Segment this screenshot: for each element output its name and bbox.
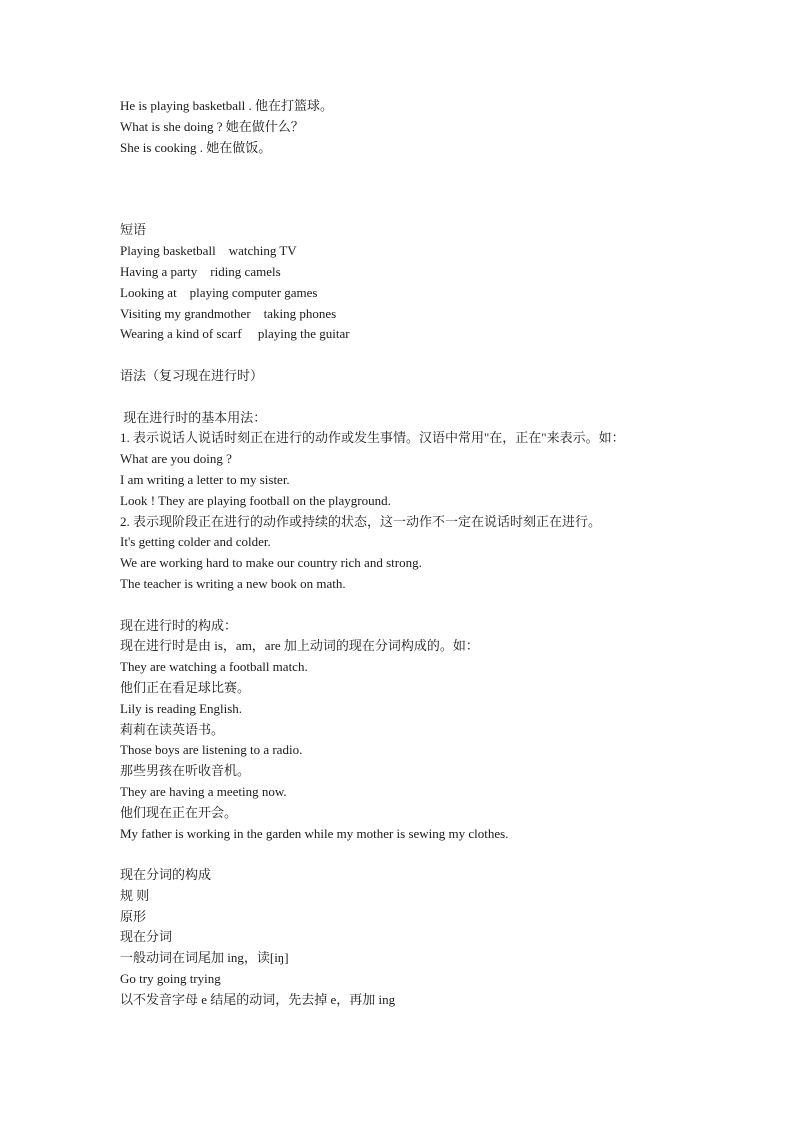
structure-line: They are having a meeting now.: [120, 783, 287, 799]
phrase-line: Visiting my grandmother taking phones: [120, 305, 337, 321]
participle-line: 现在分词: [120, 929, 173, 945]
phrases-section: [120, 220, 770, 345]
phrase-line: Looking at playing computer games: [120, 284, 318, 300]
grammar-line: We are working hard to make our country rich and strong.: [120, 555, 422, 571]
phrase-line: Wearing a kind of scarf playing the guitar: [120, 326, 350, 342]
section-heading: 语法（复习现在进行时）: [120, 367, 264, 383]
structure-line: 他们正在看足球比赛。: [120, 679, 251, 695]
phrase-line: Playing basketball watching TV: [120, 243, 297, 259]
spacer: [120, 345, 770, 366]
spacer: [120, 595, 770, 616]
grammar-line: The teacher is writing a new book on math.: [120, 575, 346, 591]
participle-line: 一般动词在词尾加 ing，读[iŋ]: [120, 950, 289, 966]
grammar-line: 1. 表示说话人说话时刻正在进行的动作或发生事情。汉语中常用"在，正在"来表示。如：: [120, 430, 625, 446]
spacer: [120, 387, 770, 408]
participle-line: Go try going trying: [120, 971, 221, 987]
grammar-section: [120, 366, 770, 595]
grammar-line: I am writing a letter to my sister.: [120, 471, 290, 487]
structure-line: 莉莉在读英语书。: [120, 721, 225, 737]
document-page: [120, 96, 770, 1011]
structure-line: My father is working in the garden while my mother is sewing my clothes.: [120, 825, 509, 841]
intro-line: She is cooking . 她在做饭。: [120, 139, 272, 155]
participle-line: 以不发音字母 e 结尾的动词，先去掉 e，再加 ing: [120, 991, 396, 1007]
grammar-line: 2. 表示现阶段正在进行的动作或持续的状态，这一动作不一定在说话时刻正在进行。: [120, 513, 602, 529]
grammar-line: Look ! They are playing football on the playground.: [120, 492, 391, 508]
structure-line: Lily is reading English.: [120, 700, 243, 716]
participle-line: 原形: [120, 908, 147, 924]
spacer: [120, 844, 770, 865]
structure-section: [120, 616, 770, 845]
participle-line: 规 则: [120, 887, 150, 903]
section-heading: 短语: [120, 222, 147, 238]
structure-line: They are watching a football match.: [120, 659, 308, 675]
intro-line: What is she doing ? 她在做什么？: [120, 118, 304, 134]
participle-section: [120, 865, 770, 1011]
intro-section: [120, 96, 770, 158]
section-heading: 现在进行时的构成：: [120, 617, 238, 633]
section-heading: 现在分词的构成: [120, 867, 212, 883]
structure-line: 现在进行时是由 is，am，are 加上动词的现在分词构成的。如：: [120, 638, 479, 654]
phrase-line: Having a party riding camels: [120, 263, 281, 279]
structure-line: Those boys are listening to a radio.: [120, 742, 303, 758]
spacer: [120, 158, 770, 220]
structure-line: 那些男孩在听收音机。: [120, 763, 251, 779]
subsection-heading: 现在进行时的基本用法：: [120, 409, 267, 425]
intro-line: He is playing basketball . 他在打篮球。: [120, 98, 334, 113]
grammar-line: It's getting colder and colder.: [120, 534, 271, 550]
grammar-line: What are you doing ?: [120, 451, 232, 467]
structure-line: 他们现在正在开会。: [120, 804, 238, 820]
